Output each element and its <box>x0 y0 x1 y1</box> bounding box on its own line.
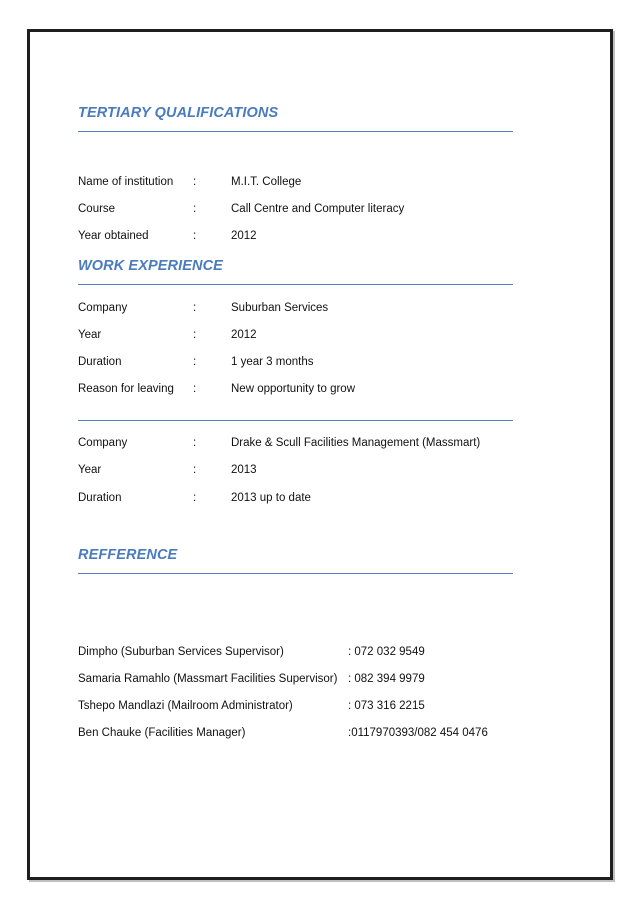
field-label: Duration <box>78 492 122 504</box>
field-separator: : <box>193 230 197 242</box>
field-label: Year <box>78 329 102 341</box>
field-value: Drake & Scull Facilities Management (Massmart) <box>231 437 481 449</box>
field-label: Company <box>78 302 128 314</box>
reference-heading-rule <box>78 573 513 574</box>
field-label: Reason for leaving <box>78 383 174 395</box>
field-separator: : <box>193 464 197 476</box>
tertiary-heading-rule <box>78 131 513 132</box>
field-value: 2012 <box>231 230 257 242</box>
field-separator: : <box>193 383 197 395</box>
reference-name: Tshepo Mandlazi (Mailroom Administrator) <box>78 700 293 712</box>
field-label: Name of institution <box>78 176 174 188</box>
field-value: Call Centre and Computer literacy <box>231 203 405 215</box>
tertiary-qualifications-heading: TERTIARY QUALIFICATIONS <box>78 105 279 121</box>
field-value: 2012 <box>231 329 257 341</box>
reference-heading: REFFERENCE <box>78 547 178 563</box>
field-separator: : <box>193 356 197 368</box>
field-separator: : <box>193 437 197 449</box>
field-label: Company <box>78 437 128 449</box>
reference-phone: :0117970393/082 454 0476 <box>348 727 488 739</box>
reference-phone: : 082 394 9979 <box>348 673 425 685</box>
field-separator: : <box>193 176 197 188</box>
field-separator: : <box>193 329 197 341</box>
field-label: Course <box>78 203 116 215</box>
field-value: M.I.T. College <box>231 176 302 188</box>
field-value: 1 year 3 months <box>231 356 314 368</box>
field-value: 2013 <box>231 464 257 476</box>
field-separator: : <box>193 302 197 314</box>
field-separator: : <box>193 492 197 504</box>
work-heading-rule <box>78 284 513 285</box>
field-value: Suburban Services <box>231 302 329 314</box>
reference-name: Ben Chauke (Facilities Manager) <box>78 727 246 739</box>
field-value: 2013 up to date <box>231 492 311 504</box>
reference-name: Samaria Ramahlo (Massmart Facilities Supervisor) <box>78 673 338 685</box>
field-value: New opportunity to grow <box>231 383 356 395</box>
job-separator-rule <box>78 420 513 421</box>
field-label: Year <box>78 464 102 476</box>
field-label: Duration <box>78 356 122 368</box>
field-separator: : <box>193 203 197 215</box>
field-label: Year obtained <box>78 230 149 242</box>
page-frame <box>27 29 613 880</box>
reference-name: Dimpho (Suburban Services Supervisor) <box>78 646 284 658</box>
work-experience-heading: WORK EXPERIENCE <box>78 258 223 274</box>
reference-phone: : 073 316 2215 <box>348 700 425 712</box>
reference-phone: : 072 032 9549 <box>348 646 425 658</box>
